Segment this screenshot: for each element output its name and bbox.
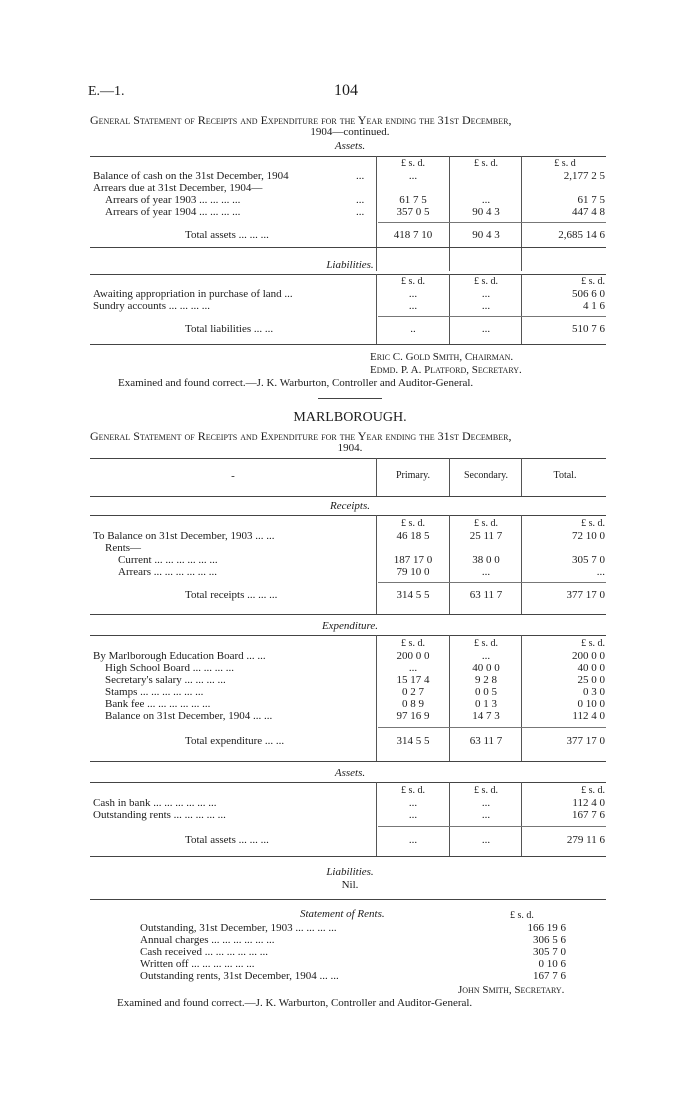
row-label: Arrears due at 31st December, 1904—	[93, 182, 263, 194]
rents-heading: Statement of Rents.	[300, 908, 385, 920]
total-row	[0, 735, 700, 748]
row-dots: ...	[356, 194, 365, 206]
rule	[90, 247, 606, 248]
unit-label: £ s. d.	[474, 158, 498, 169]
cell: ...	[408, 662, 418, 674]
unit-label: £ s. d.	[401, 158, 425, 169]
cell: 90 4 3	[472, 206, 500, 218]
cell: ...	[481, 566, 491, 578]
cell: 0 10 0	[577, 698, 605, 710]
total-row	[0, 229, 700, 242]
rule	[90, 458, 606, 459]
rule	[378, 582, 606, 583]
total-label: Total liabilities ... ...	[185, 323, 274, 335]
cell: 2,177 2 5	[563, 170, 605, 182]
cell: 63 11 7	[469, 735, 503, 747]
cell: ...	[481, 194, 491, 206]
statement-title: General Statement of Receipts and Expenditure for the Year ending the 31st December,	[90, 429, 512, 443]
cell: 357 0 5	[396, 206, 430, 218]
page-number: 104	[334, 82, 358, 99]
unit-label: £ s. d.	[474, 785, 498, 796]
cell: ...	[408, 170, 418, 182]
statement-title: General Statement of Receipts and Expenditure for the Year ending the 31st December,	[90, 113, 512, 127]
cell: 314 5 5	[396, 589, 430, 601]
rule	[90, 782, 606, 783]
rule	[378, 222, 606, 223]
cell: 305 7 0	[572, 554, 605, 566]
cell: 112 4 0	[572, 797, 605, 809]
cell: 279 11 6	[566, 834, 605, 846]
cell: 200 0 0	[572, 650, 605, 662]
signature-secretary-2: John Smith, Secretary.	[458, 984, 565, 996]
page-ref: E.—1.	[88, 84, 125, 99]
total-row	[0, 834, 700, 847]
row-label: Stamps ... ... ... ... ... ...	[105, 686, 204, 698]
cell: ...	[481, 650, 491, 662]
cell: 72 10 0	[572, 530, 605, 542]
cell: 167 7 6	[572, 809, 605, 821]
rule	[90, 856, 606, 857]
unit-label: £ s. d.	[474, 518, 498, 529]
cell: 15 17 4	[396, 674, 430, 686]
cell: ...	[408, 300, 418, 312]
rule	[90, 274, 606, 275]
column-header-total: Total.	[553, 470, 577, 481]
cell: ..	[410, 323, 416, 335]
rule	[90, 344, 606, 345]
cell: ...	[481, 834, 491, 846]
signature-chairman: Eric C. Gold Smith, Chairman.	[370, 351, 514, 363]
rule	[90, 761, 606, 762]
cell: ...	[481, 809, 491, 821]
row-label: Current ... ... ... ... ... ...	[118, 554, 218, 566]
cell: 14 7 3	[472, 710, 500, 722]
cell: 61 7 5	[399, 194, 427, 206]
statement-title-cont: 1904—continued.	[310, 126, 390, 138]
cell: 46 18 5	[396, 530, 430, 542]
table-row	[0, 566, 700, 579]
cell: 40 0 0	[577, 662, 605, 674]
total-row	[0, 323, 700, 336]
cell: ...	[481, 323, 491, 335]
liabilities-value: Nil.	[341, 879, 359, 891]
row-label: Cash received ... ... ... ... ... ...	[140, 946, 268, 958]
cell: 510 7 6	[572, 323, 605, 335]
cell: 447 4 8	[572, 206, 605, 218]
cell: 9 2 8	[475, 674, 497, 686]
total-row	[0, 589, 700, 602]
row-label: Arrears of year 1904 ... ... ... ...	[105, 206, 241, 218]
cell: 306 5 6	[533, 934, 566, 946]
total-label: Total assets ... ... ...	[185, 229, 269, 241]
column-header-row	[0, 470, 700, 483]
cell: 0 10 6	[538, 958, 566, 970]
cell: 0 3 0	[583, 686, 605, 698]
unit-label: £ s. d.	[581, 518, 605, 529]
row-label: Secretary's salary ... ... ... ...	[105, 674, 226, 686]
row-label: Cash in bank ... ... ... ... ... ...	[93, 797, 217, 809]
section-heading-receipts: Receipts.	[329, 500, 370, 512]
row-label: High School Board ... ... ... ...	[105, 662, 234, 674]
region-heading: MARLBOROUGH.	[293, 410, 407, 425]
cell: 63 11 7	[469, 589, 503, 601]
section-heading-liabilities-2: Liabilities.	[326, 866, 374, 878]
unit-label: £ s. d.	[474, 638, 498, 649]
unit-label: £ s. d	[554, 158, 576, 169]
column-header-primary: Primary.	[395, 470, 431, 481]
cell: 112 4 0	[572, 710, 605, 722]
unit-label: £ s. d.	[401, 638, 425, 649]
row-label: Sundry accounts ... ... ... ...	[93, 300, 211, 312]
cell: 97 16 9	[396, 710, 430, 722]
unit-label: £ s. d.	[581, 276, 605, 287]
row-label: Awaiting appropriation in purchase of land ...	[93, 288, 293, 300]
rule	[90, 515, 606, 516]
unit-label: £ s. d.	[474, 276, 498, 287]
cell: ...	[481, 300, 491, 312]
rule	[378, 727, 606, 728]
cell: 200 0 0	[396, 650, 430, 662]
cell: 79 10 0	[396, 566, 430, 578]
rule	[378, 826, 606, 827]
rule	[378, 316, 606, 317]
row-label: Bank fee ... ... ... ... ... ...	[105, 698, 211, 710]
rule	[90, 614, 606, 615]
total-label: Total assets ... ... ...	[185, 834, 269, 846]
cell: 0 0 5	[475, 686, 497, 698]
section-heading-assets-1: Assets.	[334, 140, 366, 152]
row-label: To Balance on 31st December, 1903 ... ...	[93, 530, 275, 542]
table-row	[0, 300, 700, 313]
cell: 305 7 0	[533, 946, 566, 958]
cell: 506 6 0	[572, 288, 605, 300]
unit-label: £ s. d.	[581, 785, 605, 796]
rents-units: £ s. d.	[510, 910, 534, 921]
row-dots: ...	[356, 170, 365, 182]
rule	[90, 899, 606, 900]
row-label: Arrears of year 1903 ... ... ... ...	[105, 194, 241, 206]
row-label: Outstanding rents, 31st December, 1904 ... ...	[140, 970, 339, 982]
unit-label: £ s. d.	[401, 785, 425, 796]
statement-title-cont: 1904.	[337, 442, 363, 454]
row-label: By Marlborough Education Board ... ...	[93, 650, 266, 662]
divider	[318, 398, 382, 399]
cell: 2,685 14 6	[558, 229, 605, 241]
cell: 166 19 6	[527, 922, 566, 934]
unit-label: £ s. d.	[401, 276, 425, 287]
row-label: Balance of cash on the 31st December, 1904	[93, 170, 289, 182]
cell: 25 11 7	[469, 530, 503, 542]
rule	[90, 156, 606, 157]
cell: 418 7 10	[393, 229, 433, 241]
column-header-label: -	[231, 470, 235, 482]
table-row	[0, 206, 700, 219]
cell: ...	[596, 566, 605, 578]
cell: 187 17 0	[393, 554, 433, 566]
row-label: Rents—	[105, 542, 142, 554]
row-label: Annual charges ... ... ... ... ... ...	[140, 934, 275, 946]
cell: ...	[408, 834, 418, 846]
total-label: Total receipts ... ... ...	[185, 589, 278, 601]
cell: 377 17 0	[566, 735, 605, 747]
unit-label: £ s. d.	[581, 638, 605, 649]
cell: ...	[408, 797, 418, 809]
cell: ...	[481, 288, 491, 300]
unit-label: £ s. d.	[401, 518, 425, 529]
signature-secretary: Edmd. P. A. Platford, Secretary.	[370, 364, 522, 376]
row-label: Outstanding rents ... ... ... ... ...	[93, 809, 226, 821]
row-dots: ...	[356, 206, 365, 218]
examined-note: Examined and found correct.—J. K. Warburton, Controller and Auditor-General.	[118, 377, 474, 389]
row-label: Written off ... ... ... ... ... ...	[140, 958, 255, 970]
cell: 0 1 3	[475, 698, 497, 710]
cell: 167 7 6	[533, 970, 566, 982]
table-row	[0, 809, 700, 822]
row-label: Balance on 31st December, 1904 ... ...	[105, 710, 273, 722]
cell: 38 0 0	[472, 554, 500, 566]
total-label: Total expenditure ... ...	[185, 735, 285, 747]
cell: 0 8 9	[402, 698, 424, 710]
row-label: Arrears ... ... ... ... ... ...	[118, 566, 217, 578]
cell: 4 1 6	[583, 300, 605, 312]
section-heading-liabilities-1: Liabilities.	[326, 259, 374, 271]
examined-note-2: Examined and found correct.—J. K. Warburton, Controller and Auditor-General.	[117, 997, 473, 1009]
cell: ...	[481, 797, 491, 809]
cell: 25 0 0	[577, 674, 605, 686]
cell: 61 7 5	[577, 194, 605, 206]
column-header-secondary: Secondary.	[463, 470, 509, 481]
section-heading-assets-2: Assets.	[334, 767, 366, 779]
cell: 40 0 0	[472, 662, 500, 674]
cell: ...	[408, 288, 418, 300]
cell: ...	[408, 809, 418, 821]
rule	[90, 496, 606, 497]
rent-row	[0, 970, 700, 983]
row-label: Outstanding, 31st December, 1903 ... ... ... ...	[140, 922, 337, 934]
cell: 90 4 3	[472, 229, 500, 241]
section-heading-expenditure: Expenditure.	[321, 620, 379, 632]
cell: 314 5 5	[396, 735, 430, 747]
table-row	[0, 710, 700, 723]
rule	[90, 635, 606, 636]
cell: 0 2 7	[402, 686, 424, 698]
cell: 377 17 0	[566, 589, 605, 601]
